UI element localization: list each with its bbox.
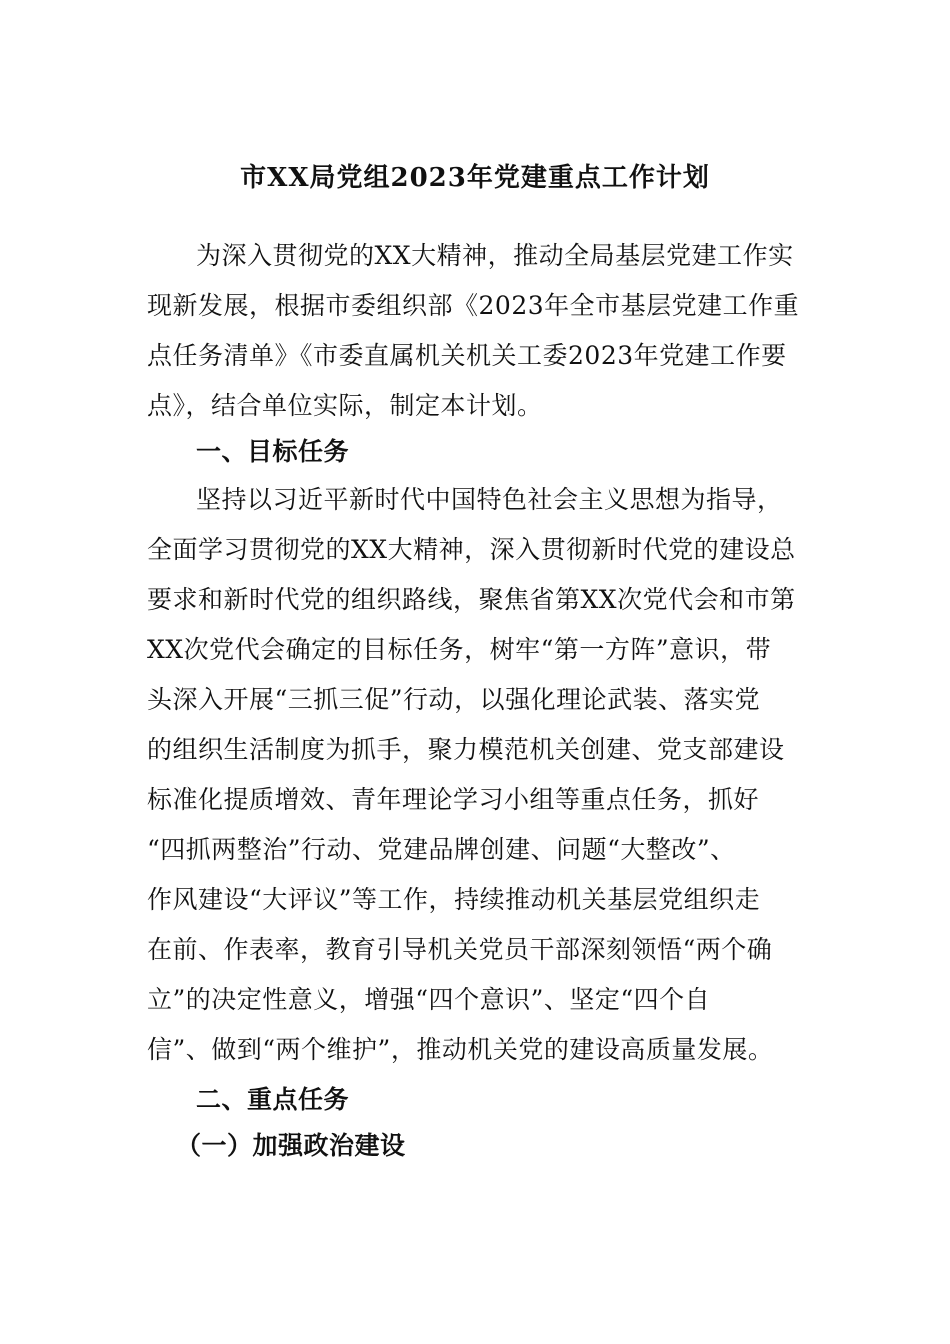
goals-line-5: 头深入开展“三抓三促”行动，以强化理论武装、落实党 [147,685,761,714]
intro-line-2: 现新发展，根据市委组织部《2023年全市基层党建工作重 [147,291,800,320]
goals-line-11: 立”的决定性意义，增强“四个意识”、坚定“四个自 [147,985,711,1014]
goals-line-12: 信”、做到“两个维护”，推动机关党的建设高质量发展。 [147,1035,774,1064]
document-title: 市XX局党组2023年党建重点工作计划 [240,163,710,193]
goals-line-3: 要求和新时代党的组织路线，聚焦省第XX次党代会和市第 [147,585,796,614]
goals-line-2: 全面学习贯彻党的XX大精神，深入贯彻新时代党的建设总 [147,535,796,564]
section-heading-goals: 一、目标任务 [196,437,350,466]
goals-line-4: XX次党代会确定的目标任务，树牢“第一方阵”意识，带 [147,635,772,664]
goals-line-1: 坚持以习近平新时代中国特色社会主义思想为指导， [196,485,783,514]
section-heading-key-tasks: 二、重点任务 [196,1085,350,1114]
goals-line-7: 标准化提质增效、青年理论学习小组等重点任务，抓好 [147,785,760,814]
intro-line-3: 点任务清单》《市委直属机关机关工委2023年党建工作要 [147,341,787,370]
goals-line-10: 在前、作表率，教育引导机关党员干部深刻领悟“两个确 [147,935,773,964]
sub-heading-political-building: （一）加强政治建设 [176,1131,406,1160]
goals-line-8: “四抓两整治”行动、党建品牌创建、问题“大整改”、 [147,835,736,864]
intro-line-4: 点》，结合单位实际，制定本计划。 [147,391,543,420]
goals-line-6: 的组织生活制度为抓手，聚力模范机关创建、党支部建设 [147,735,785,764]
intro-line-1: 为深入贯彻党的XX大精神，推动全局基层党建工作实 [196,241,794,270]
goals-line-9: 作风建设“大评议”等工作，持续推动机关基层党组织走 [147,885,761,914]
